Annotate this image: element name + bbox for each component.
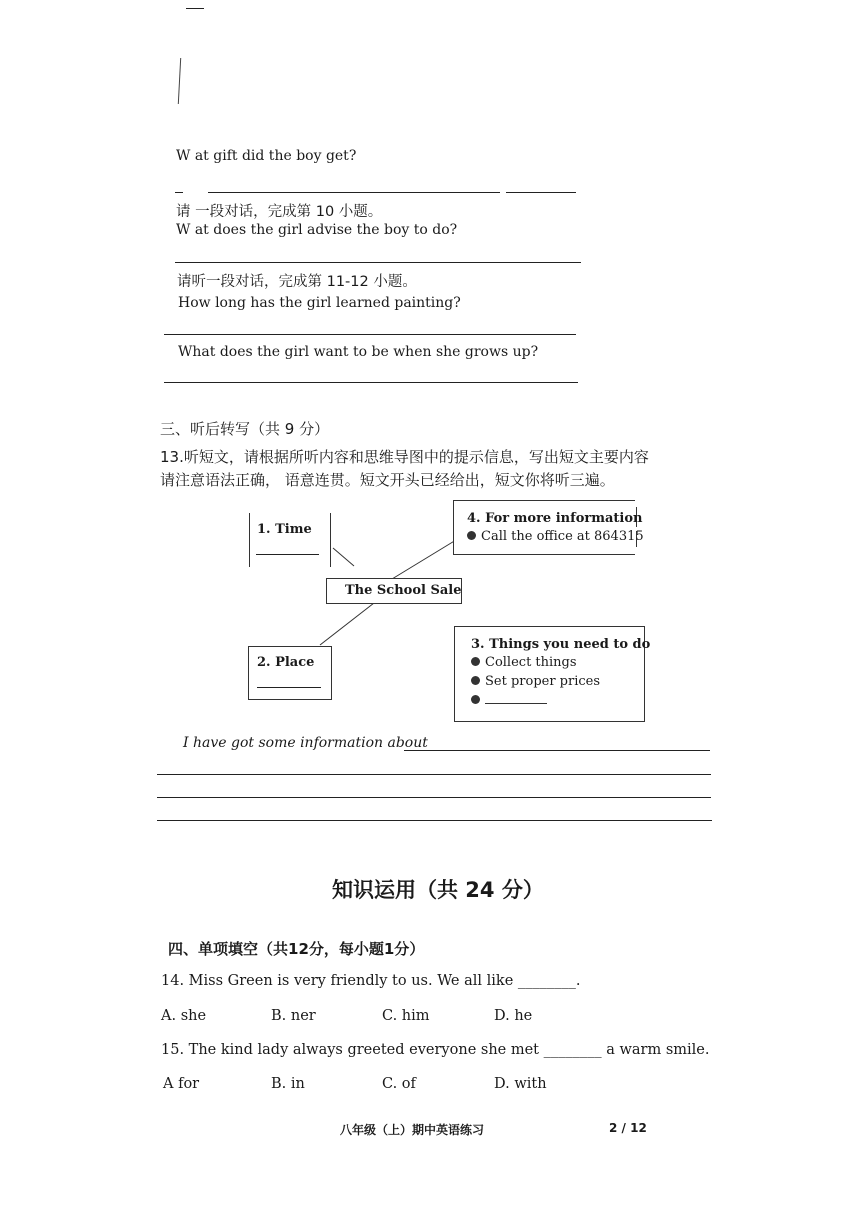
q14-option-a: A. she [161, 1008, 207, 1024]
q14-option-c: C. him [382, 1008, 430, 1024]
answer-line-q9 [506, 192, 576, 193]
question-9-text: W at gift did the boy get? [176, 148, 357, 164]
place-blank [257, 687, 321, 688]
question-14-stem: 14. Miss Green is very friendly to us. We all like ________. [161, 973, 581, 989]
center-box [326, 578, 462, 604]
place-box [248, 646, 332, 700]
footer-title: 八年级（上）期中英语练习 [340, 1123, 485, 1137]
question-15-stem: 15. The kind lady always greeted everyone she met ________ a warm smile. [161, 1042, 710, 1058]
things-item-text: Set proper prices [485, 674, 601, 689]
answer-line-q12 [164, 382, 578, 383]
q15-option-a: A for [163, 1076, 200, 1092]
time-label: 1. Time [257, 522, 312, 537]
scan-mark-vertical [178, 58, 181, 104]
time-box [249, 513, 331, 567]
answer-start-text: I have got some information about [183, 735, 428, 751]
q14-option-b: B. ner [271, 1008, 316, 1024]
more-info-item-text: Call the office at 864315 [481, 529, 644, 544]
question-10-text: W at does the girl advise the boy to do? [176, 222, 458, 238]
center-label: The School Sale [345, 583, 462, 598]
q15-option-c: C. of [382, 1076, 416, 1092]
bullet-icon [467, 531, 476, 540]
answer-line [157, 774, 711, 775]
knowledge-section-title: 知识运用（共 24 分） [332, 878, 544, 902]
bullet-icon [471, 695, 480, 704]
things-item-text: Collect things [485, 655, 577, 670]
section-4-heading: 四、单项填空（共12分，每小题1分） [168, 940, 425, 958]
scan-mark-top [186, 8, 204, 9]
answer-line [404, 750, 710, 751]
things-item [471, 655, 577, 670]
things-item [471, 674, 600, 689]
answer-line-q11 [164, 334, 576, 335]
question-13-instruction-line1: 13.听短文，请根据所听内容和思维导图中的提示信息，写出短文主要内容 [160, 448, 649, 466]
question-11-text: How long has the girl learned painting? [178, 295, 461, 311]
time-blank [256, 554, 319, 555]
answer-line-q10 [175, 262, 581, 263]
question-11-12-instruction: 请听一段对话，完成第 11-12 小题。 [177, 274, 417, 290]
question-13-instruction-line2: 请注意语法正确， 语意连贯。短文开头已经给出，短文你将听三遍。 [160, 471, 615, 489]
place-label: 2. Place [257, 655, 315, 670]
page-number: 2 / 12 [609, 1121, 647, 1135]
section-3-heading: 三、听后转写（共 9 分） [160, 420, 330, 438]
answer-line [157, 820, 712, 821]
answer-line [157, 797, 711, 798]
bullet-icon [471, 657, 480, 666]
bullet-icon [471, 676, 480, 685]
more-info-item [467, 529, 644, 544]
question-12-text: What does the girl want to be when she grows up? [178, 344, 539, 360]
question-10-instruction: 请 一段对话，完成第 10 小题。 [176, 204, 383, 220]
things-item-blank [471, 693, 547, 708]
answer-line-q9 [175, 192, 183, 193]
things-box [454, 626, 651, 722]
more-info-box [453, 500, 644, 555]
more-info-label: 4. For more information [467, 511, 643, 526]
things-label: 3. Things you need to do [471, 637, 651, 652]
q14-option-d: D. he [494, 1008, 533, 1024]
q15-option-d: D. with [494, 1076, 547, 1092]
answer-line-q9 [208, 192, 500, 193]
q15-option-b: B. in [271, 1076, 305, 1092]
